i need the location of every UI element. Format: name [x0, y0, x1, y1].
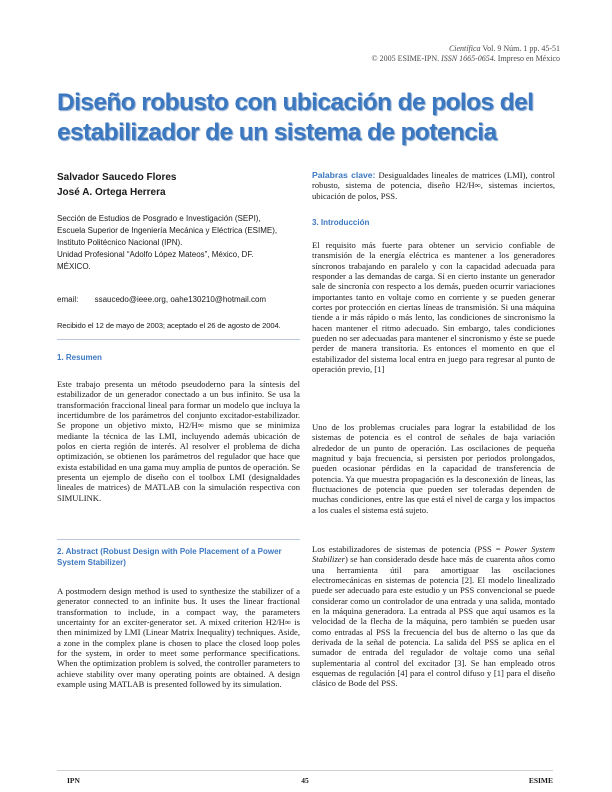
section-abstract-title: 2. Abstract (Robust Design with Pole Placement of a Power System Stabilizer): [57, 547, 282, 567]
intro-paragraph-3: [312, 544, 555, 689]
journal-header-line2: [371, 54, 560, 64]
intro-p3-part-a: Los estabilizadores de sistemas de potencia (PSS =: [312, 544, 501, 554]
authors: [57, 170, 177, 200]
divider: [57, 539, 300, 540]
section-resumen-title: 1. Resumen: [57, 353, 102, 362]
author-1: Salvador Saucedo Flores: [57, 172, 177, 183]
affiliation: [57, 213, 297, 273]
paper-title-line1: Diseño robusto con ubicación de polos del: [57, 89, 534, 116]
email-address-2[interactable]: oahe130210@hotmail.com: [170, 295, 267, 304]
footer-divider: [57, 770, 553, 771]
intro-p3-term: Power System Stabilizer: [312, 544, 555, 565]
footer-left: IPN: [67, 776, 80, 785]
affiliation-line: Sección de Estudios de Posgrado e Investigación (SEPI),: [57, 214, 261, 223]
copyright: © 2005 ESIME-IPN.: [371, 54, 440, 63]
email-line: [57, 294, 297, 306]
affiliation-line: MÉXICO.: [57, 262, 91, 271]
keywords-label: Palabras clave:: [312, 170, 376, 180]
section-intro-title: 3. Introducción: [312, 218, 370, 227]
received-date: Recibido el 12 de mayo de 2003; aceptado el 26 de agosto de 2004.: [57, 321, 281, 330]
keywords-text: Desigualdades lineales de matrices (LMI), control robusto, sistema de potencia, diseño H2/H∞, sistemas inciertos, ubicación de polos, PSS.: [312, 170, 555, 201]
journal-name: Científica: [448, 44, 481, 53]
journal-header-line1: [371, 44, 560, 54]
journal-volume: Vol. 9 Núm. 1 pp. 45-51: [482, 44, 560, 53]
paper-title: [57, 88, 557, 148]
paper-title-line2: estabilizador de un sistema de potencia: [57, 119, 497, 146]
page-number: 45: [301, 776, 309, 785]
divider: [57, 339, 300, 340]
journal-header: [371, 44, 560, 64]
email-label: email:: [57, 295, 79, 304]
footer-right: ESIME: [528, 776, 553, 785]
email-address-1[interactable]: ssaucedo@ieee.org,: [94, 295, 169, 304]
issn: ISSN 1665-0654.: [441, 54, 496, 63]
intro-paragraph-2: Uno de los problemas cruciales para lograr la estabilidad de los sistemas de potencia es el control de señales de baja variación alrededor de un punto de operación. Las oscilaciones de pequeña magnitud y baja frecuencia, si persisten por periodos prolongados, pueden ocasionar pérdidas en la capacidad de transferencia de potencia. Ya que muestra propagación es la desconexión de líneas, las fluctuaciones de potencia que pueden ser toleradas dependen de muchas condiciones, entre las que está el nivel de carga y los impactos a los cuales el sistema está sujeto.: [312, 422, 556, 515]
intro-paragraph-1: El requisito más fuerte para obtener un servicio confiable de transmisión de la energía eléctrica es mantener a los generadores síncronos trabajando en paralelo y con la capacidad adecuada para responder a las demandas de carga. Si en cierto instante un generador sale de sincronía con respecto a los demás, pueden ocurrir variaciones importantes tanto en voltaje como en corriente y se pueden generar cortes por protección en ciertas líneas de transmisión. Si una máquina tiende a ir más rápido o más lento, las condiciones de sincronismo la hacen mantener el ritmo adecuado. Sin embargo, tales condiciones pueden no ser adecuadas para mantener el sincronismo y éste se puede perder de manera transitoria. Es entonces el momento en que el estabilizador del sistema local entra en juego para regresar al punto de operación previo, [1]: [312, 240, 555, 375]
section-resumen-body: Este trabajo presenta un método pseudoderno para la síntesis del estabilizador de un generador conectado a un bus infinito. Se usa la transformación fraccional lineal para formar un modelo que incluya la incertidumbre de los parámetros del conjunto excitador-estabilizador. Se propone un objetivo mixto, H2/H∞ mismo que se minimiza mediante la técnica de las LMI, incluyendo además ubicación de polos en cierta región de interés. Al resolver el problema de dicha optimización, se obtienen los parámetros del regulador que hace que exista estabilidad en una gama muy amplia de puntos de operación. Se presenta un ejemplo de diseño con el toolbox LMI (designaldades lineales de matrices) de MATLAB con la simulación respectiva con SIMULINK.: [57, 379, 300, 503]
section-abstract-body: A postmodern design method is used to synthesize the stabilizer of a generator connected to an infinite bus. It uses the linear fractional transformation to include, in a compact way, the parameters uncertainty for an exciter-generator set. A mixed criterion H2/H∞ is then minimized by LMI (Linear Matrix Inequality) techniques. Aside, a zone in the complex plane is chosen to place the closed loop poles for the system, in order to meet some performance specifications. When the optimization problem is solved, the controller parameters to achieve stability over many operating points are obtained. A design example using MATLAB is presented followed by its simulation.: [57, 586, 300, 690]
affiliation-line: Unidad Profesional “Adolfo López Mateos”, México, DF.: [57, 250, 254, 259]
printed-in: Impreso en México: [497, 54, 560, 63]
affiliation-line: Instituto Politécnico Nacional (IPN).: [57, 238, 183, 247]
affiliation-line: Escuela Superior de Ingeniería Mecánica y Eléctrica (ESIME),: [57, 226, 278, 235]
intro-p3-part-c: ) se han considerado desde hace más de cuarenta años como una herramienta útil para amortiguar las oscilaciones electromecánicas en sistemas de potencia [2]. El modelo linealizado puede ser adecuado para este estudio y un PSS convencional se puede considerar como un controlador de una entrada y una salida, montado en la máquina generadora. La entrada al PSS que aquí usamos es la velocidad de la flecha de la máquina, pero también se pueden usar como entradas al PSS la frecuencia del bus de alterno o las que da derivada de la señal de potencia. La salida del PSS se aplica en el sumador de entrada del regulador de voltaje como una señal suplementaria al control del excitador [3]. Se han empleado otros esquemas de regulación [4] para el control difuso y [1] para el diseño clásico de Bode del PSS.: [312, 554, 555, 689]
author-2: José A. Ortega Herrera: [57, 187, 166, 198]
keywords: [312, 170, 555, 201]
